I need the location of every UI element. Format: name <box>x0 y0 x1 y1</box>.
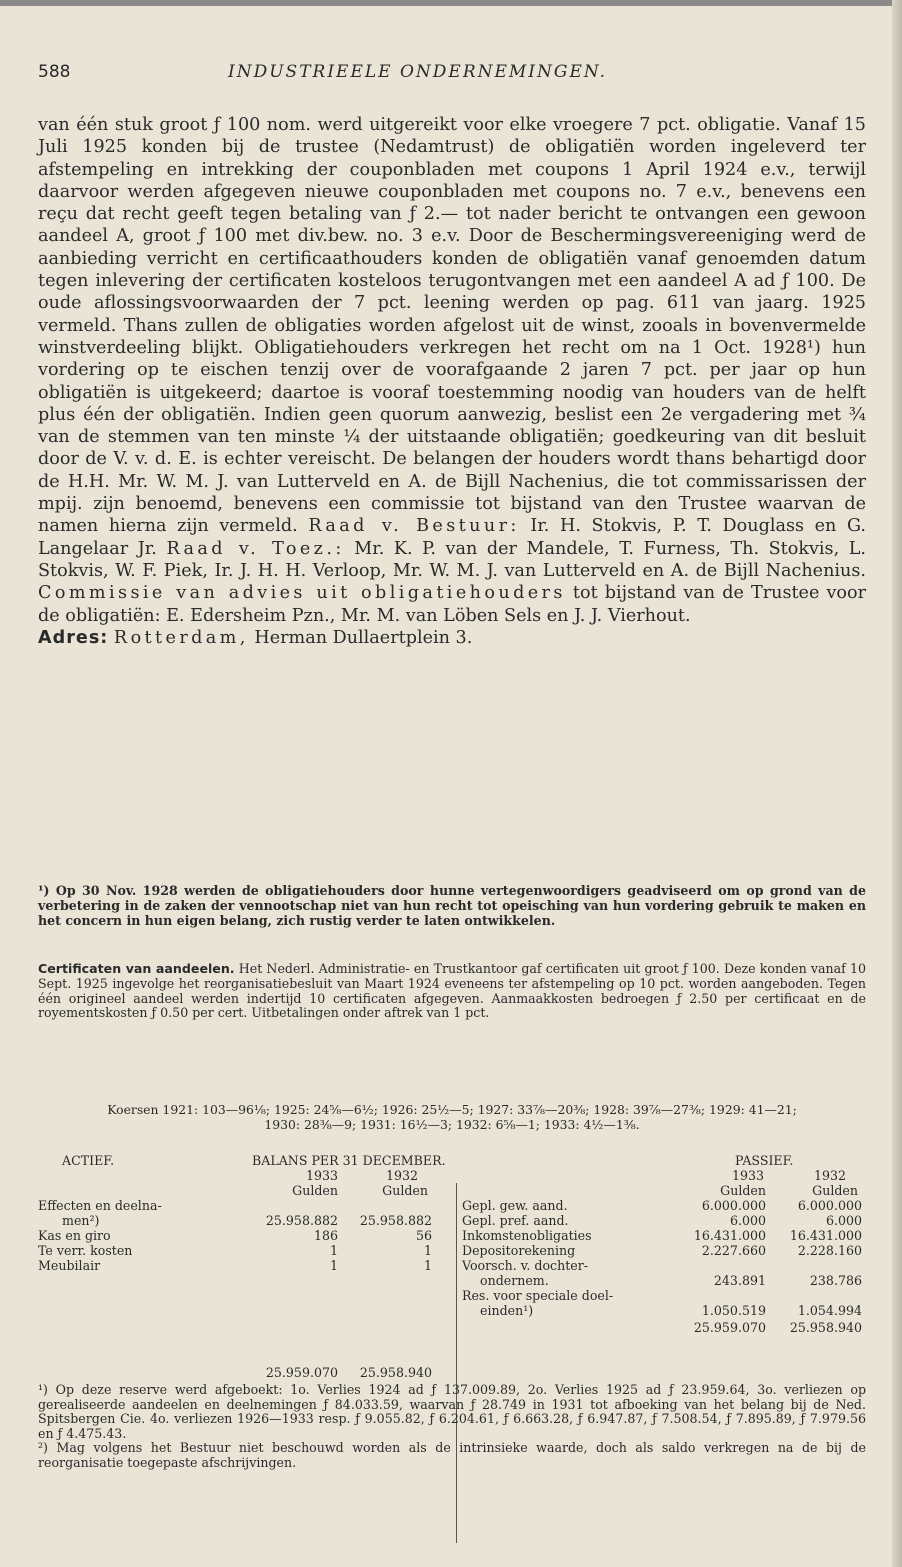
value-1932: 238.786 <box>809 1273 862 1288</box>
value-1933: 1.050.519 <box>701 1303 766 1318</box>
total-row <box>38 1365 458 1380</box>
value-1932: 16.431.000 <box>789 1228 862 1243</box>
certificaten-text: Het Nederl. Administratie- en Trustkantoor gaf certificaten uit groot ƒ 100. Deze konden vanaf 10 Sept. 1925 ingevolge het reorganisatiebesluit van Maart 1924 eveneens ter afstempeling op 10 pct. worden aangeboden. Tegen één origineel aandeel werden indertijd 10 certificaten afgegeven. Aanmaakkosten bedroegen ƒ 2.50 per certificaat en de royementskosten ƒ 0.50 per cert. Uitbetalingen onder aftrek van 1 pct. <box>38 961 866 1021</box>
total-1932: 25.958.940 <box>789 1320 862 1335</box>
value-1933: 25.958.882 <box>265 1213 338 1228</box>
table-row <box>462 1243 866 1258</box>
adres-label: Adres: <box>38 627 109 648</box>
year-label: 1932 <box>813 1168 846 1183</box>
adres-street: Herman Dullaertplein 3. <box>254 627 473 648</box>
row-label: Effecten en deelna- <box>38 1198 162 1213</box>
row-label: Te verr. kosten <box>38 1243 133 1258</box>
total-1933: 25.959.070 <box>693 1320 766 1335</box>
row-label: Gepl. pref. aand. <box>462 1213 569 1228</box>
value-1932: 1 <box>423 1243 432 1258</box>
value-1932: 1 <box>423 1258 432 1273</box>
koersen-line-1: Koersen 1921: 103—96⅛; 1925: 24⅝—6½; 1926: 25½—5; 1927: 33⅞—20⅜; 1928: 39⅞—27⅜; 1929: 41—21; <box>107 1102 797 1117</box>
value-1932: 6.000.000 <box>797 1198 862 1213</box>
unit-header-row <box>38 1183 458 1198</box>
value-1933: 6.000.000 <box>701 1198 766 1213</box>
table-row <box>38 1198 458 1213</box>
unit-header-row <box>462 1183 866 1198</box>
paragraph-body: van één stuk groot ƒ 100 nom. werd uitgereikt voor elke vroegere 7 pct. obligatie. Vanaf 15 Juli 1925 konden bij de trustee (Nedamtrust) de obligatiën worden ingeleverd ter afstempeling en intrekking der couponbladen met coupons 1 April 1924 e.v., terwijl daarvoor werden afgegeven nieuwe couponbladen met coupons no. 7 e.v., benevens een reçu dat recht geeft tegen betaling van ƒ 2.— tot nader bericht te ontvangen een gewoon aandeel A, groot ƒ 100 met div.bew. no. 3 e.v. Door de Beschermingsvereeniging werd de aanbieding verricht en certificaathouders konden de obligatiën vanaf genoemden datum tegen inlevering der certificaten kosteloos terugontvangen met een aandeel A ad ƒ 100. De oude aflossingsvoorwaarden der 7 pct. leening werden op pag. 611 van jaarg. 1925 vermeld. Thans zullen de obligaties worden afgelost uit de winst, zooals in bovenvermelde winstverdeeling blijkt. Obligatiehouders verkregen het recht om na 1 Oct. 1928¹) hun vordering op te eischen tenzij over de voorafgaande 2 jaren 7 pct. per jaar op hun obligatiën is uitgekeerd; daartoe is vooraf toestemming noodig van houders van de helft plus één der obligatiën. Indien geen quorum aanwezig, beslist een 2e vergadering met ¾ van de stemmen van ten minste ¼ der uitstaande obligatiën; goedkeuring van dit besluit door de V. v. d. E. is echter vereischt. De belangen der houders wordt thans behartigd door de H.H. Mr. W. M. J. van Lutterveld en A. de Bijll Nachenius, die tot commissarissen der mpij. zijn benoemd, benevens een commissie tot bijstand van den Trustee waarvan de namen hierna zijn vermeld. <box>38 115 866 537</box>
footnote-1: ¹) Op 30 Nov. 1928 werden de obligatiehouders door hunne vertegenwoordigers geadviseerd om op grond van de verbetering in de zaken der vennootschap niet van hun recht tot opeisching van hun vordering gebruik te maken en het concern in hun eigen belang, zich rustig verder te laten ontwikkelen. <box>38 883 866 928</box>
running-title: INDUSTRIEELE ONDERNEMINGEN. <box>228 62 608 82</box>
address-line <box>38 627 866 649</box>
value-1933: 16.431.000 <box>693 1228 766 1243</box>
value-1932: 1.054.994 <box>797 1303 862 1318</box>
row-label: Depositorekening <box>462 1243 576 1258</box>
raad-toez-label: Raad v. Toez.: <box>166 538 345 559</box>
commissie-members: tot bijstand van de Trustee voor de obligatiën: E. Edersheim Pzn., Mr. M. van Löben Sels en J. J. Vierhout. <box>38 583 866 626</box>
commissie-label: Commissie van advies uit obligatiehouders <box>38 583 566 604</box>
total-row <box>462 1320 866 1335</box>
balance-title: BALANS PER 31 DECEMBER. <box>252 1153 446 1168</box>
raad-bestuur-label: Raad v. Bestuur: <box>308 516 520 537</box>
passief-column <box>462 1168 866 1333</box>
table-row <box>38 1213 458 1228</box>
row-label: Inkomstenobligaties <box>462 1228 592 1243</box>
total-1932: 25.958.940 <box>359 1365 432 1380</box>
actief-heading: ACTIEF. <box>62 1153 115 1168</box>
scan-right-edge <box>892 0 902 1567</box>
row-label: Gepl. gew. aand. <box>462 1198 568 1213</box>
unit-label: Gulden <box>292 1183 338 1198</box>
row-label: Res. voor speciale doel- <box>462 1288 614 1303</box>
table-row <box>38 1243 458 1258</box>
certificaten-section <box>38 962 866 1021</box>
main-paragraph <box>38 114 866 627</box>
unit-label: Gulden <box>382 1183 428 1198</box>
table-row <box>462 1273 866 1288</box>
value-1932: 2.228.160 <box>797 1243 862 1258</box>
table-row <box>462 1198 866 1213</box>
value-1933: 186 <box>313 1228 338 1243</box>
balance-footnote-2: ²) Mag volgens het Bestuur niet beschouwd worden als de intrinsieke waarde, doch als saldo verkregen na de bij de reorganisatie toegepaste afschrijvingen. <box>38 1440 866 1470</box>
passief-heading: PASSIEF. <box>735 1153 794 1168</box>
raad-bestuur-members: Ir. H. Stokvis, P. T. Douglass en G. Langelaar Jr. <box>38 516 867 559</box>
value-1933: 6.000 <box>729 1213 766 1228</box>
main-text <box>38 114 866 649</box>
row-label: Voorsch. v. dochter- <box>462 1258 588 1273</box>
value-1933: 1 <box>329 1258 338 1273</box>
year-label: 1933 <box>305 1168 338 1183</box>
table-row <box>38 1258 458 1273</box>
balance-footnote-1: ¹) Op deze reserve werd afgeboekt: 1o. Verlies 1924 ad ƒ 137.009.89, 2o. Verlies 1925 ad ƒ 23.959.64, 3o. verliezen op gerealiseerde aandeelen en deelnemingen ƒ 84.033.59, waarvan ƒ 28.749 in 1931 tot afboeking van het belang bij de Ned. Spitsbergen Cie. 4o. verliezen 1926—1933 resp. ƒ 9.055.82, ƒ 6.204.61, ƒ 6.663.28, ƒ 6.947.87, ƒ 7.508.54, ƒ 7.895.89, ƒ 7.979.56 en ƒ 4.475.43. <box>38 1382 866 1441</box>
balance-footnotes <box>38 1383 866 1470</box>
page-number: 588 <box>38 62 71 82</box>
raad-toez-members: Mr. K. P. van der Mandele, T. Furness, Th. Stokvis, L. Stokvis, W. F. Piek, Ir. J. H. H. Verloop, Mr. W. M. J. van Lutterveld en A. de Bijll Nachenius. <box>38 538 866 581</box>
value-1932: 6.000 <box>825 1213 862 1228</box>
year-header-row <box>38 1168 458 1183</box>
actief-column <box>38 1168 458 1380</box>
unit-label: Gulden <box>720 1183 766 1198</box>
koersen-block <box>38 1102 866 1132</box>
value-1933: 2.227.660 <box>701 1243 766 1258</box>
table-row <box>38 1228 458 1243</box>
certificaten-heading: Certificaten van aandeelen. <box>38 961 235 976</box>
row-label: Kas en giro <box>38 1228 111 1243</box>
value-1932: 25.958.882 <box>359 1213 432 1228</box>
value-1933: 243.891 <box>713 1273 766 1288</box>
value-1933: 1 <box>329 1243 338 1258</box>
table-row <box>462 1228 866 1243</box>
year-label: 1933 <box>731 1168 764 1183</box>
value-1932: 56 <box>415 1228 432 1243</box>
row-label: Meubilair <box>38 1258 101 1273</box>
table-row <box>462 1258 866 1273</box>
total-1933: 25.959.070 <box>265 1365 338 1380</box>
row-label: ondernem. <box>480 1273 549 1288</box>
koersen-line-2: 1930: 28⅜—9; 1931: 16½—3; 1932: 6⅝—1; 1933: 4½—1⅜. <box>264 1117 640 1132</box>
page-header <box>38 62 858 92</box>
unit-label: Gulden <box>812 1183 858 1198</box>
row-label: men²) <box>62 1213 100 1228</box>
row-label: einden¹) <box>480 1303 534 1318</box>
year-header-row <box>462 1168 866 1183</box>
table-row <box>462 1213 866 1228</box>
table-row <box>462 1288 866 1303</box>
scan-top-edge <box>0 0 902 6</box>
year-label: 1932 <box>385 1168 418 1183</box>
table-row <box>462 1303 866 1318</box>
adres-city: Rotterdam, <box>113 627 249 648</box>
